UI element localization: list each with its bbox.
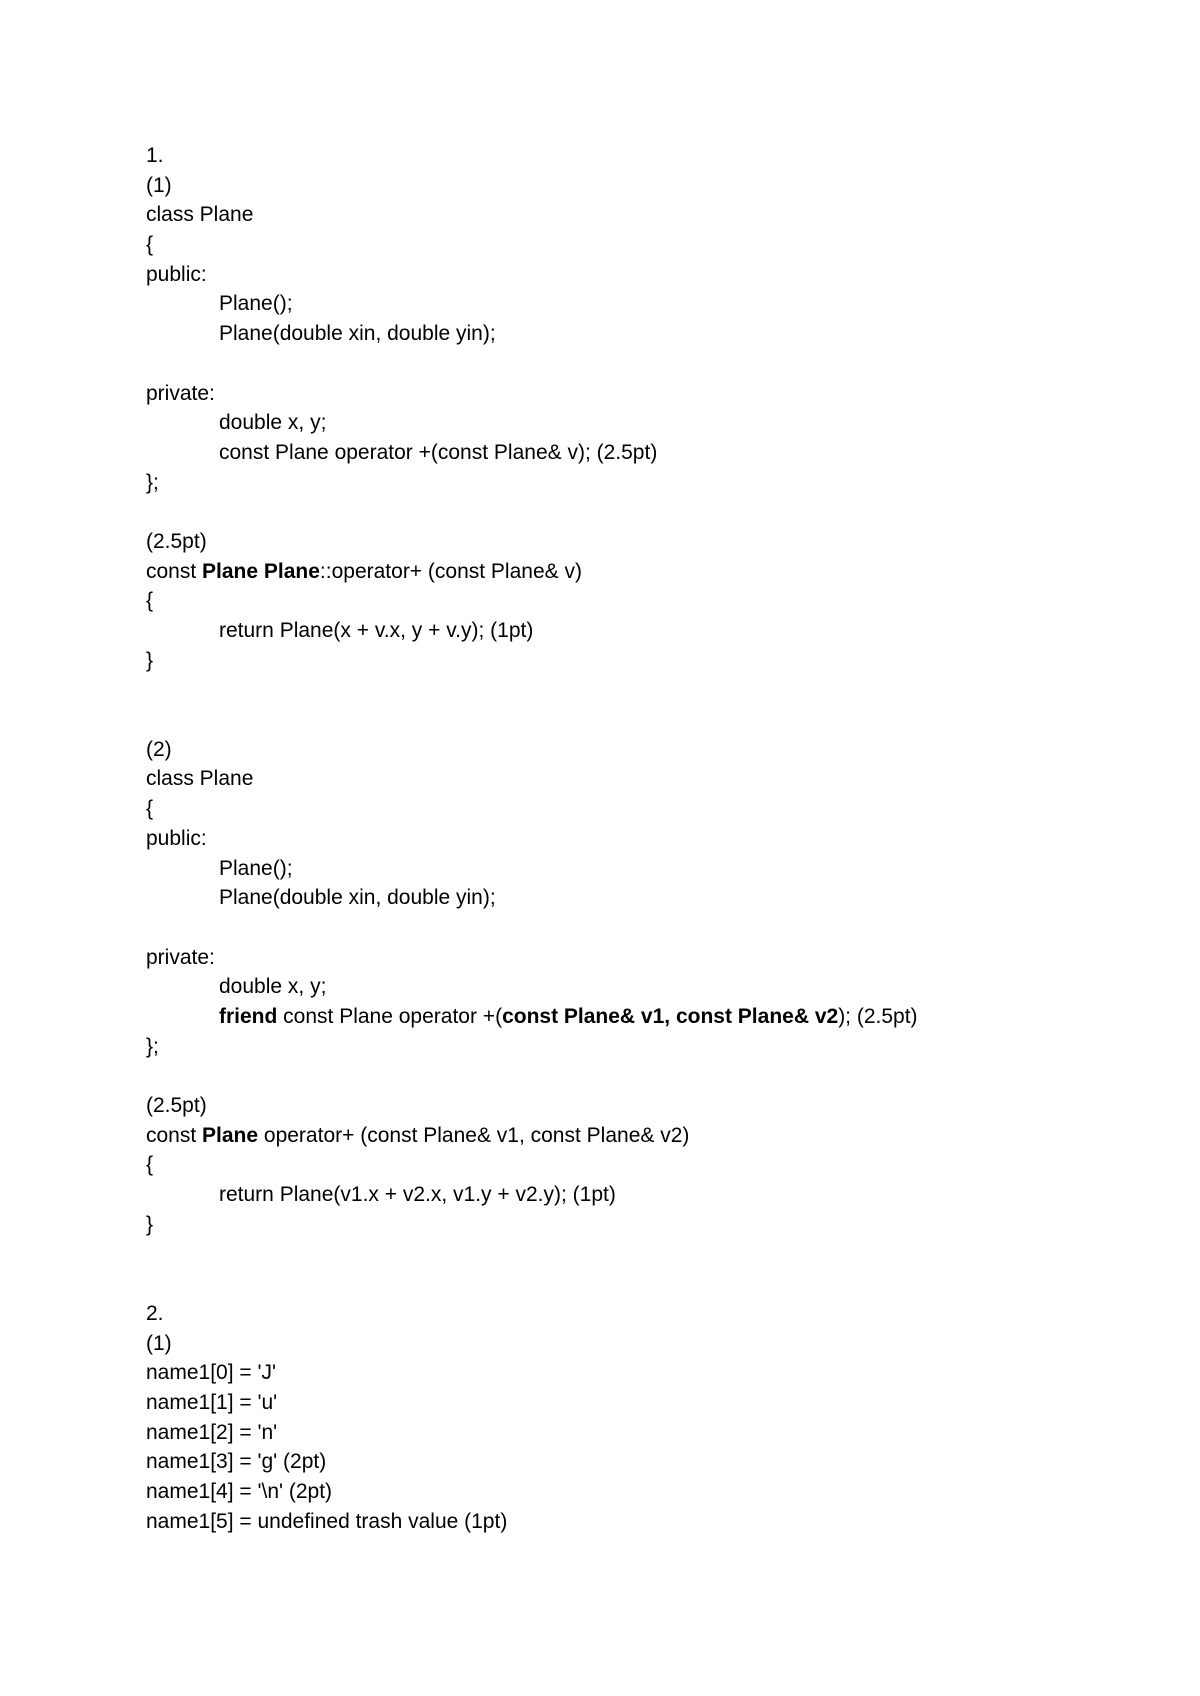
text-line: class Plane [146, 767, 254, 791]
text-segment: operator+ (const Plane& v1, const Plane& v2) [258, 1123, 690, 1147]
code-line [146, 1002, 1146, 1032]
text-line: name1[0] = 'J' [146, 1361, 277, 1385]
bold-text: Plane [202, 1123, 259, 1147]
text-line: name1[2] = 'n' [146, 1420, 278, 1444]
text-line: { [146, 1153, 154, 1177]
text-line: (2.5pt) [146, 529, 207, 553]
blank-line [146, 1239, 1146, 1269]
text-line: name1[1] = 'u' [146, 1390, 278, 1414]
blank-line [146, 675, 1146, 705]
text-line: name1[5] = undefined trash value (1pt) [146, 1509, 508, 1533]
code-line [146, 1121, 1146, 1151]
text-line: (1) [146, 1331, 172, 1355]
text-line: return Plane(x + v.x, y + v.y); (1pt) [219, 619, 534, 642]
text-line: public: [146, 826, 207, 850]
text-line: (1) [146, 173, 172, 197]
code-line [146, 557, 1146, 587]
text-line: double x, y; [219, 411, 327, 435]
text-line: class Plane [146, 203, 254, 227]
text-line: double x, y; [219, 975, 327, 999]
text-line: } [146, 1212, 154, 1236]
text-line: 2. [146, 1301, 164, 1325]
text-line: Plane(double xin, double yin); [219, 322, 496, 346]
text-line: (2) [146, 737, 172, 761]
text-segment: const Plane operator +( [277, 1004, 503, 1028]
text-line: Plane(); [219, 856, 293, 880]
text-line: 1. [146, 144, 164, 167]
text-segment: ::operator+ (const Plane& v) [319, 559, 582, 583]
text-line: return Plane(v1.x + v2.x, v1.y + v2.y); (1pt) [219, 1183, 616, 1207]
text-segment: ); (2.5pt) [838, 1004, 918, 1028]
text-line: private: [146, 381, 215, 405]
document-page [146, 141, 1146, 1536]
bold-text: Plane Plane [202, 559, 320, 583]
blank-line [146, 1061, 1146, 1091]
text-segment: const [146, 1123, 203, 1147]
text-line: (2.5pt) [146, 1094, 207, 1117]
blank-line [146, 705, 1146, 735]
text-line: }; [146, 470, 159, 494]
blank-line [146, 1269, 1146, 1299]
blank-line [146, 497, 1146, 527]
text-line: }; [146, 1034, 159, 1058]
text-line: Plane(double xin, double yin); [219, 886, 496, 910]
text-line: name1[4] = '\n' (2pt) [146, 1479, 333, 1503]
text-line: { [146, 589, 154, 613]
bold-text: const Plane& v1, const Plane& v2 [502, 1004, 839, 1028]
text-line: { [146, 797, 154, 821]
blank-line [146, 913, 1146, 943]
text-line: { [146, 233, 154, 257]
text-line: private: [146, 945, 215, 969]
bold-text: friend [219, 1004, 278, 1028]
text-line: Plane(); [219, 292, 293, 316]
text-line: const Plane operator +(const Plane& v); (2.5pt) [219, 440, 658, 464]
text-segment: const [146, 559, 203, 583]
text-line: public: [146, 262, 207, 286]
text-line: } [146, 648, 154, 672]
blank-line [146, 349, 1146, 379]
text-line: name1[3] = 'g' (2pt) [146, 1450, 327, 1474]
